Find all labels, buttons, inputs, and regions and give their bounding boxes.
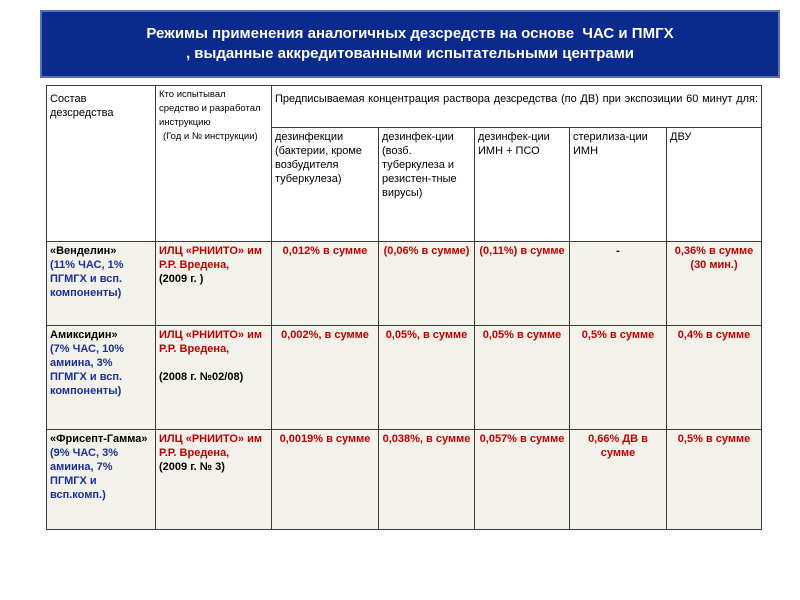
table-row — [47, 326, 762, 430]
header-composition — [47, 86, 156, 242]
value-cell: (0,06% в сумме) — [379, 242, 475, 326]
title-main: Режимы применения аналогичных дезсредств на основе — [146, 25, 575, 42]
lab-cell — [156, 326, 272, 430]
value-cell: 0,057% в сумме — [475, 430, 570, 530]
title-line-1 — [42, 24, 778, 44]
value-cell: 0,5% в сумме — [667, 430, 762, 530]
table-row — [47, 430, 762, 530]
value-cell: 0,05% в сумме — [475, 326, 570, 430]
header-concentration — [272, 86, 762, 128]
title-line-2: , выданные аккредитованными испытательными центрами — [185, 45, 635, 62]
product-name: Амиксидин» — [50, 329, 118, 341]
table-row — [47, 242, 762, 326]
header-composition-text: Состав дезсредства — [50, 93, 114, 119]
lab-year: (2009 г. ) — [159, 273, 204, 285]
lab-name: ИЛЦ «РНИИТО» им Р.Р. Вредена, — [159, 433, 263, 459]
value-cell: 0,002%, в сумме — [272, 326, 379, 430]
value-cell: 0,4% в сумме — [667, 326, 762, 430]
lab-cell — [156, 242, 272, 326]
value-cell: 0,36% в сумме (30 мин.) — [667, 242, 762, 326]
value-cell: 0,0019% в сумме — [272, 430, 379, 530]
product-name: «Фрисепт-Гамма» — [50, 433, 148, 445]
value-cell: 0,05%, в сумме — [379, 326, 475, 430]
header-tester — [156, 86, 272, 242]
value-cell: 0,66% ДВ в сумме — [570, 430, 667, 530]
header-sub-4: стерилиза-ции ИМН — [570, 128, 667, 242]
product-name-cell — [47, 326, 156, 430]
value-cell: 0,5% в сумме — [570, 326, 667, 430]
header-tester-text: Кто испытывал средство и разработал инструкцию — [159, 89, 261, 128]
lab-year: (2009 г. № 3) — [159, 461, 225, 473]
header-sub-2: дезинфек-ции (возб. туберкулеза и резистен-тные вирусы) — [379, 128, 475, 242]
value-cell: - — [570, 242, 667, 326]
product-composition: (9% ЧАС, 3% амиина, 7% ПГМГХ и всп.комп.) — [50, 447, 118, 501]
lab-year: (2008 г. №02/08) — [159, 371, 244, 383]
product-name: «Венделин» — [50, 245, 117, 257]
header-sub-1: дезинфекции (бактерии, кроме возбудителя туберкулеза) — [272, 128, 379, 242]
product-name-cell — [47, 430, 156, 530]
title-end: ЧАС и ПМГХ — [582, 25, 674, 42]
header-sub-5: ДВУ — [667, 128, 762, 242]
header-sub-3: дезинфек-ции ИМН + ПСО — [475, 128, 570, 242]
lab-name: ИЛЦ «РНИИТО» им Р.Р. Вредена, — [159, 245, 263, 271]
product-name-cell — [47, 242, 156, 326]
product-composition: (7% ЧАС, 10% амиина, 3% ПГМГХ и всп. компоненты) — [50, 343, 125, 397]
header-concentration-text: Предписываемая концентрация раствора дезсредства (по ДВ) при экспозиции 60 минут для: — [275, 93, 759, 105]
value-cell: 0,012% в сумме — [272, 242, 379, 326]
value-cell: 0,038%, в сумме — [379, 430, 475, 530]
header-tester-year: (Год и № инструкции) — [163, 131, 258, 142]
lab-cell — [156, 430, 272, 530]
lab-name: ИЛЦ «РНИИТО» им Р.Р. Вредена, — [159, 329, 263, 355]
title-banner — [40, 10, 780, 78]
product-composition: (11% ЧАС, 1% ПГМГХ и всп. компоненты) — [50, 259, 124, 299]
value-cell: (0,11%) в сумме — [475, 242, 570, 326]
disinfectant-table — [46, 85, 762, 530]
